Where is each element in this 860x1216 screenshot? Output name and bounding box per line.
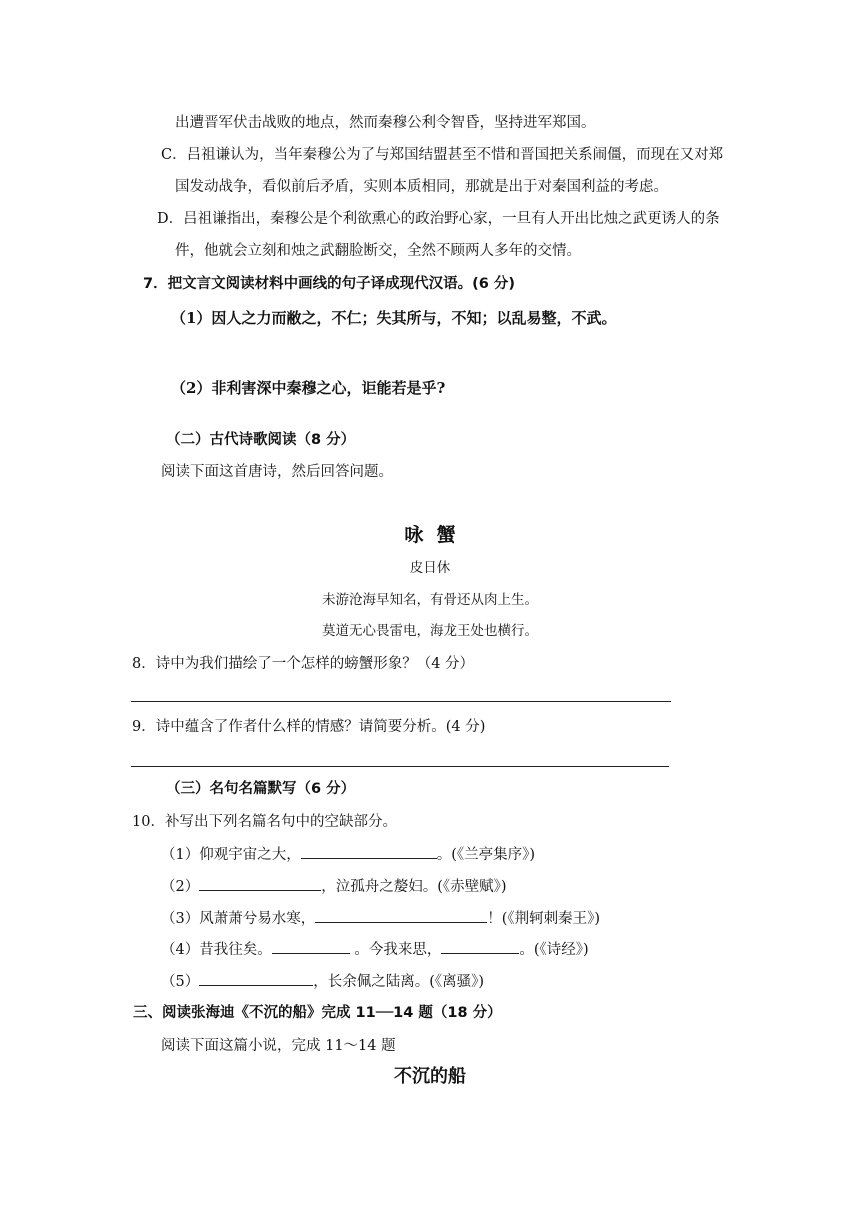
q7-sentence-2: （2）非利害深中秦穆之心，讵能若是乎? <box>171 379 446 397</box>
q10-item-4 <box>161 939 589 960</box>
story-title: 不沉的船 <box>394 1066 466 1087</box>
poem-title: 咏 蟹 <box>404 524 456 546</box>
poetry-instruction: 阅读下面这首唐诗，然后回答问题。 <box>161 464 393 480</box>
q9-answer-line[interactable] <box>131 766 669 767</box>
q6-option-d-line2: 件，他就会立刻和烛之武翻脸断交，全然不顾两人多年的交情。 <box>175 243 581 259</box>
q8-question: 8．诗中为我们描绘了一个怎样的螃蟹形象？（4 分） <box>132 656 475 672</box>
dictation-section-heading: （三）名句名篇默写（6 分） <box>166 781 356 797</box>
poem-author: 皮日休 <box>409 560 451 576</box>
q9-question: 9．诗中蕴含了作者什么样的情感？请简要分析。(4 分) <box>132 719 486 735</box>
q10-item-2-prefix: （2） <box>161 879 200 895</box>
q10-item-5-suffix: ，长余佩之陆离。(《离骚》) <box>313 974 485 990</box>
q6-option-c-line2: 国发动战争，看似前后矛盾，实则本质相同，那就是出于对秦国利益的考虑。 <box>175 179 668 195</box>
q10-item-4-blank-1[interactable] <box>272 939 350 954</box>
q6-option-c-line1: C．吕祖谦认为，当年秦穆公为了与郑国结盟甚至不惜和晋国把关系闹僵，而现在又对郑 <box>161 147 724 163</box>
q8-answer-line[interactable] <box>131 701 671 702</box>
q10-item-5-blank[interactable] <box>199 971 313 986</box>
q10-item-5-prefix: （5） <box>161 974 200 990</box>
q10-item-3 <box>161 908 600 929</box>
q10-item-5 <box>161 971 484 992</box>
poetry-section-heading: （二）古代诗歌阅读（8 分） <box>166 432 356 448</box>
q10-item-1 <box>161 844 535 865</box>
q7-sentence-1: （1）因人之力而敝之，不仁；失其所与，不知；以乱易整，不武。 <box>171 309 617 327</box>
reading-section-heading: 三、阅读张海迪《不沉的船》完成 11──14 题（18 分） <box>133 1005 502 1021</box>
q6-option-d-line1: D．吕祖谦指出，秦穆公是个利欲熏心的政治野心家，一旦有人开出比烛之武更诱人的条 <box>157 211 720 227</box>
q10-item-1-blank[interactable] <box>301 844 437 859</box>
q10-item-2-suffix: ，泣孤舟之嫠妇。(《赤壁赋》) <box>321 879 507 895</box>
q10-item-2-blank[interactable] <box>199 876 321 891</box>
poem-line-2: 莫道无心畏雷电，海龙王处也横行。 <box>322 623 538 639</box>
q10-item-3-blank[interactable] <box>315 908 487 923</box>
q10-item-4-suffix: 。(《诗经》) <box>519 942 589 958</box>
q10-item-3-prefix: （3）风萧萧兮易水寒， <box>161 911 316 927</box>
q10-item-1-suffix: 。(《兰亭集序》) <box>436 847 536 863</box>
poem-line-1: 未游沧海早知名，有骨还从肉上生。 <box>322 592 538 608</box>
q7-title: 7．把文言文阅读材料中画线的句子译成现代汉语。(6 分) <box>143 276 515 292</box>
q10-item-4-middle: 。今我来思， <box>349 942 442 958</box>
q10-item-4-prefix: （4）昔我往矣。 <box>161 942 272 958</box>
q10-intro: 10．补写出下列名篇名句中的空缺部分。 <box>132 814 397 830</box>
q10-item-2 <box>161 876 507 897</box>
q10-item-1-prefix: （1）仰观宇宙之大， <box>161 847 301 863</box>
reading-instruction: 阅读下面这篇小说，完成 11～14 题 <box>161 1038 396 1054</box>
q10-item-3-suffix: ！(《荆轲刺秦王》) <box>487 911 601 927</box>
q6-option-b-continuation: 出遭晋军伏击战败的地点，然而秦穆公利令智昏，坚持进军郑国。 <box>175 115 596 131</box>
q10-item-4-blank-2[interactable] <box>441 939 519 954</box>
